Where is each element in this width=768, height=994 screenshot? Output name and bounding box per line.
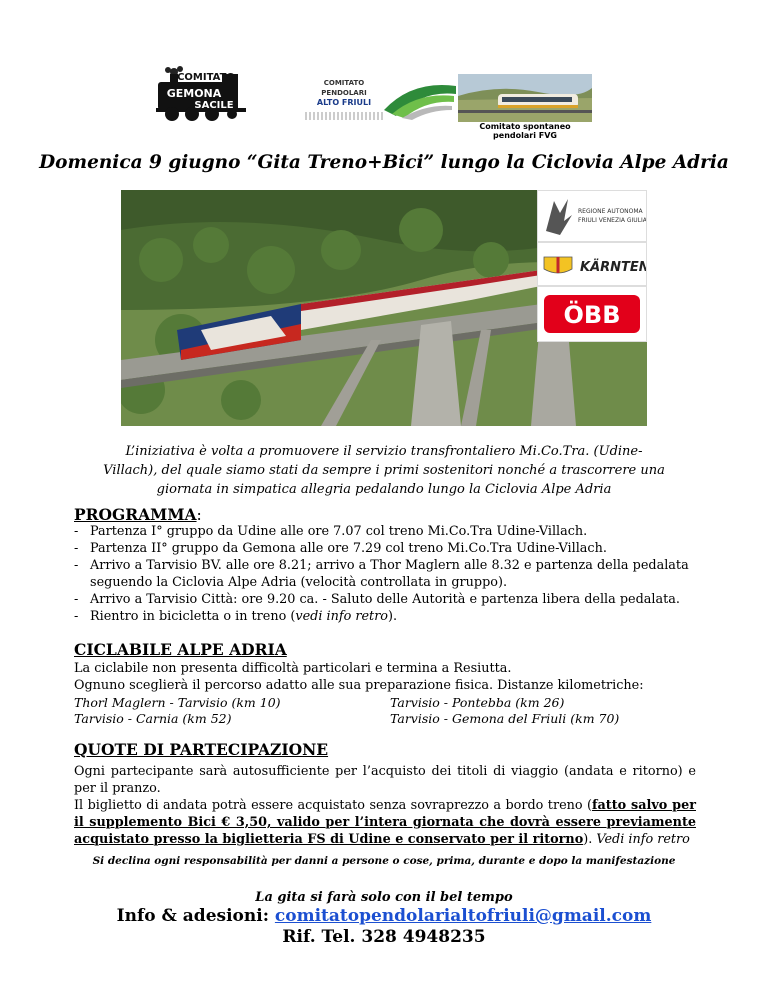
intro-paragraph: L’iniziativa è volta a promuovere il servizio transfrontaliero Mi.Co.Tra. (Udine-Villach), del quale siamo stati da sempre i primi sostenitori nonché a trascorrere una giornata in simpatica allegria pedalando lungo la Ciclovia Alpe Adria [103,444,665,497]
list-item: - Partenza II° gruppo da Gemona alle ore 7.29 col treno Mi.Co.Tra Udine-Villach. [74,540,696,557]
ciclabile-line2: Ognuno sceglierà il percorso adatto alle sua preparazione fisica. Distanze kilometriche: [74,678,644,693]
list-item: - Arrivo a Tarvisio Città: ore 9.20 ca. - Saluto delle Autorità e partenza libera della pedalata. [74,591,696,608]
programma-colon: : [196,506,202,524]
train-swoosh-logo [382,80,458,122]
comitato-pendolari-logo [305,78,383,124]
quote-para2-bold: fatto salvo per il supplemento Bici € 3,50, valido per l’intera giornata che dovrà essere previamente acquistato presso la biglietteria FS di Udine e conservato per il ritorno [74,798,696,847]
karnten-text: KÄRNTEN [580,260,646,275]
quote-para2-suffix: ). [583,832,597,847]
distance-item: Tarvisio - Pontebba (km 26) [390,695,565,710]
weather-note: La gita si farà solo con il bel tempo [255,890,513,905]
list-item [74,608,696,625]
pendolari-line1: COMITATO [323,79,365,87]
quote-para1: Ogni partecipante sarà autosufficiente per l’acquisto dei titoli di viaggio (andata e ritorno) e per il pranzo. [74,764,696,796]
distance-item: Thorl Maglern - Tarvisio (km 10) [74,695,281,710]
list-item: - Arrivo a Tarvisio BV. alle ore 8.21; arrivo a Thor Maglern alle 8.32 e partenza della pedalata seguendo la Ciclovia Alpe Adria (velocità controllata in gruppo). [74,557,696,591]
list-item: - Partenza I° gruppo da Udine alle ore 7.07 col treno Mi.Co.Tra Udine-Villach. [74,523,696,540]
pendolari-line2: PENDOLARI [321,89,367,97]
gemona-logo-top: COMITATO [177,72,235,83]
spontaneo-caption: Comitato spontaneo pendolari FVG [479,122,571,140]
gemona-logo-mid: GEMONA [166,87,222,100]
page-title: Domenica 9 giugno “Gita Treno+Bici” lungo la Ciclovia Alpe Adria [39,152,729,173]
info-label: Info & adesioni: [116,906,275,926]
pendolari-line3: ALTO FRIULI [316,98,372,107]
quote-para2 [74,797,696,848]
phone-reference: Rif. Tel. 328 4948235 [282,927,486,947]
obb-text: ÖBB [563,301,621,329]
quote-para2-prefix: Il biglietto di andata potrà essere acquistato senza sovraprezzo a bordo treno ( [74,798,593,813]
programma-heading-text: PROGRAMMA [74,505,197,524]
distance-item: Tarvisio - Carnia (km 52) [74,711,232,726]
obb-logo [537,286,647,342]
programma-heading [74,505,202,524]
fvg-line1: REGIONE AUTONOMA [578,208,643,215]
ciclabile-heading: CICLABILE ALPE ADRIA [74,640,287,659]
last-item-italic: vedi info retro [295,609,389,624]
email-link[interactable]: comitatopendolarialtofriuli@gmail.com [274,906,652,926]
info-line [0,906,768,926]
quote-heading: QUOTE DI PARTECIPAZIONE [74,740,329,759]
regione-fvg-logo [537,190,647,242]
programma-list [74,523,696,625]
karnten-logo [537,242,647,286]
fvg-line2: FRIULI VENEZIA GIULIA [578,217,646,224]
quote-para2-italic: Vedi info retro [596,832,690,847]
comitato-gemona-sacile-logo [152,64,252,122]
last-item-suffix: ). [388,609,398,624]
distance-item: Tarvisio - Gemona del Friuli (km 70) [390,711,620,726]
gemona-logo-bottom: SACILE [194,100,234,111]
ciclabile-line1: La ciclabile non presenta difficoltà particolari e termina a Resiutta. [74,661,512,676]
last-item-prefix: Rientro in bicicletta o in treno ( [90,609,296,624]
disclaimer: Si declina ogni responsabilità per danni a persone o cose, prima, durante e dopo la manifestazione [92,855,676,867]
